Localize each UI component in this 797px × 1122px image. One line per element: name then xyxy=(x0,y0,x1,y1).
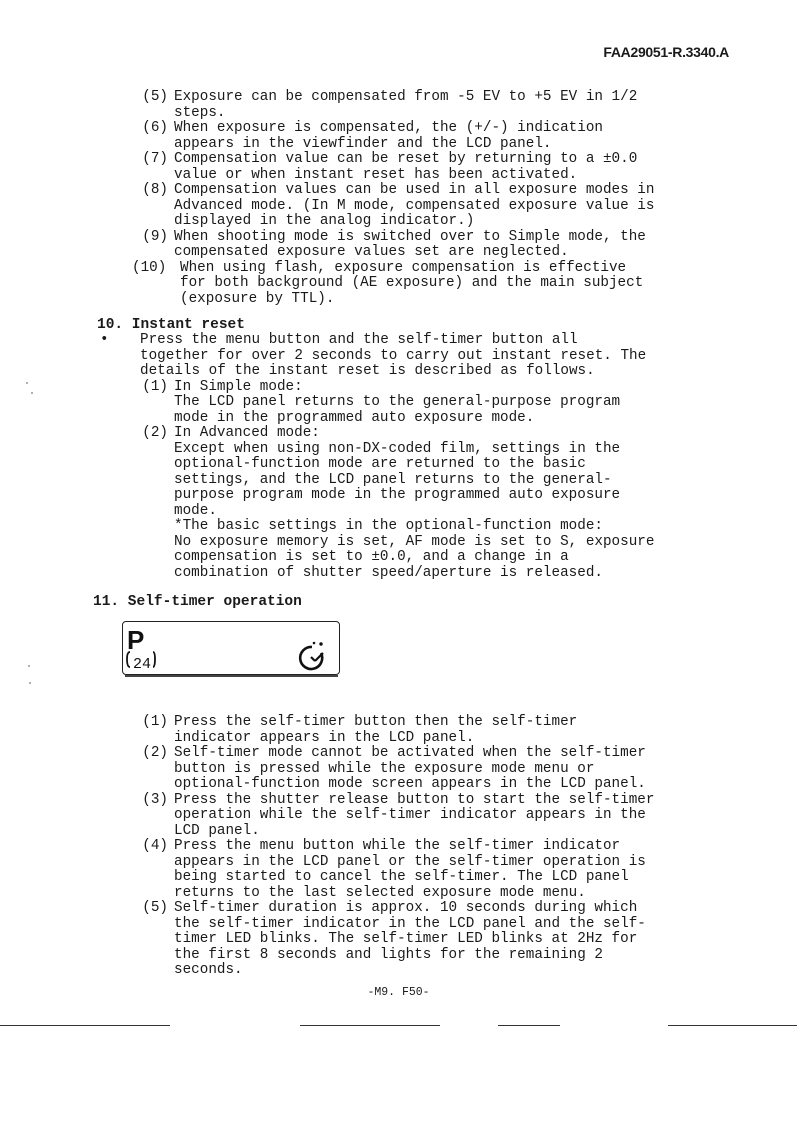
lcd-panel-shadow xyxy=(125,675,338,677)
list-item: (10) When using flash, exposure compensation is effective for both background (AE exposure) and the main subject (exposure by TTL). xyxy=(132,259,644,307)
list-item: (1) In Simple mode: The LCD panel returns to the general-purpose program mode in the programmed auto exposure mode. xyxy=(142,378,621,426)
self-timer-notes xyxy=(0,715,797,979)
list-item: (6) When exposure is compensated, the (+/-) indication appears in the viewfinder and the LCD panel. xyxy=(142,120,603,152)
section-heading-self-timer: 11. Self-timer operation xyxy=(93,594,302,610)
divider xyxy=(668,1025,797,1026)
divider xyxy=(300,1025,440,1026)
lcd-frame-counter: 24 xyxy=(133,656,152,673)
list-item: (5) Self-timer duration is approx. 10 seconds during which the self-timer indicator in the LCD panel and the self- timer LED blinks. The self-timer LED blinks at 2Hz for the first 8 seconds and lights for the remaining 2 seconds. xyxy=(142,900,646,978)
divider xyxy=(0,1025,170,1026)
scan-speck xyxy=(31,392,33,394)
lcd-panel-illustration xyxy=(122,621,340,675)
list-item: (3) Press the shutter release button to start the self-timer operation while the self-timer indicator appears in the LCD panel. xyxy=(142,791,655,839)
lcd-frame-bracket-right xyxy=(153,652,155,667)
instant-reset-section xyxy=(0,333,797,581)
section-heading-instant-reset: 10. Instant reset xyxy=(97,317,245,333)
intro-paragraph: • Press the menu button and the self-timer button all together for over 2 seconds to carry out instant reset. The details of the instant reset is described as follows. xyxy=(100,332,647,379)
lcd-display xyxy=(123,622,338,673)
exposure-notes xyxy=(0,90,797,307)
scan-speck xyxy=(26,382,28,384)
divider xyxy=(498,1025,560,1026)
list-item: (9) When shooting mode is switched over to Simple mode, the compensated exposure values set are neglected. xyxy=(142,228,646,260)
scan-speck xyxy=(29,682,31,684)
list-item: (2) Self-timer mode cannot be activated when the self-timer button is pressed while the exposure mode menu or optional-function mode screen appears in the LCD panel. xyxy=(142,745,646,792)
list-item: (4) Press the menu button while the self-timer indicator appears in the LCD panel or the self-timer operation is being started to cancel the self-timer. The LCD panel returns to the last selected exposure mode menu. xyxy=(142,838,646,901)
page-footer: -M9. F50- xyxy=(367,986,430,999)
scan-speck xyxy=(28,665,30,667)
list-item: (8) Compensation values can be used in all exposure modes in Advanced mode. (In M mode, compensated exposure value is displayed in the analog indicator.) xyxy=(142,182,655,229)
list-item: (2) In Advanced mode: Except when using non-DX-coded film, settings in the optional-function mode are returned to the basic settings, and the LCD panel returns to the general- purpose program mode in the programmed auto exposure mode. *The basic settings in the optional-function mode: No exposure memory is set, AF mode is set to S, exposure compensation is set to ±0.0, and a change in a combination of shutter speed/aperture is released. xyxy=(142,425,655,581)
bullet: • xyxy=(100,332,109,348)
document-id: FAA29051-R.3340.A xyxy=(603,44,729,60)
self-timer-icon xyxy=(300,642,323,669)
list-item: (1) Press the self-timer button then the self-timer indicator appears in the LCD panel. xyxy=(142,714,578,746)
lcd-mode-indicator: P xyxy=(127,625,145,655)
list-item: (5) Exposure can be compensated from -5 EV to +5 EV in 1/2 steps. xyxy=(142,89,638,121)
list-item: (7) Compensation value can be reset by returning to a ±0.0 value or when instant reset has been activated. xyxy=(142,151,638,183)
